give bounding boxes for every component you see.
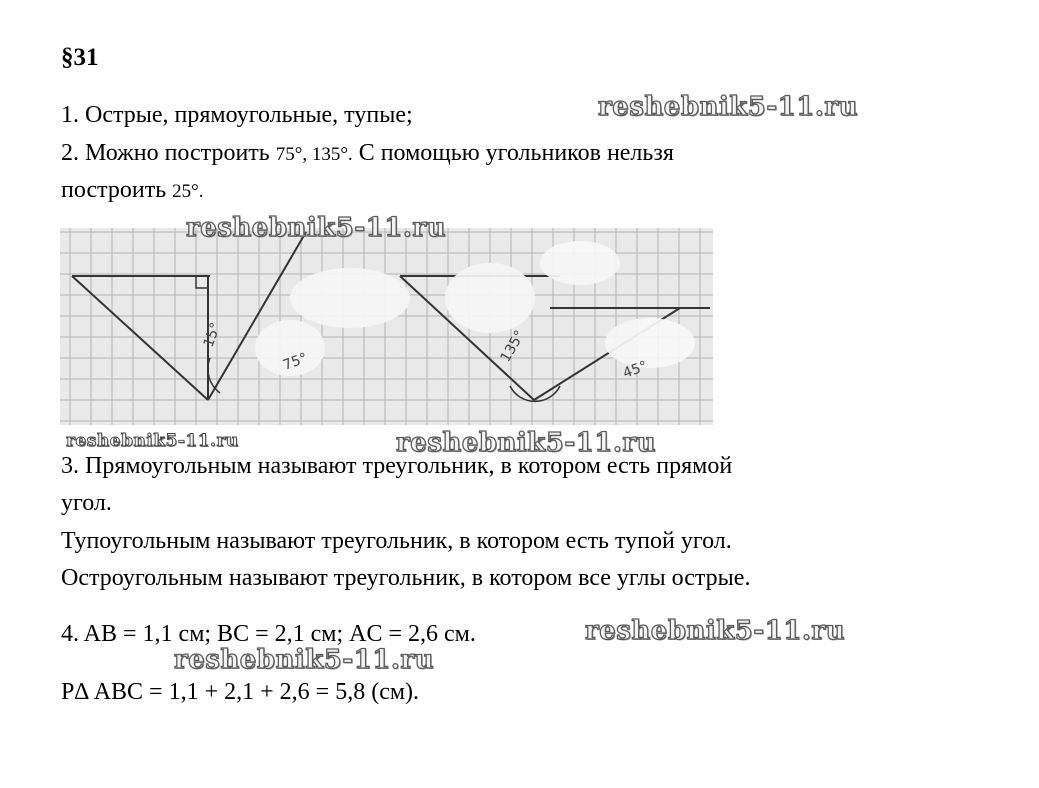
- set-square-drawing: [60, 228, 713, 425]
- answer-3-line-2: угол.: [61, 490, 112, 516]
- watermark: reshebnik5-11.ru: [598, 92, 859, 122]
- watermark: reshebnik5-11.ru: [174, 645, 435, 675]
- answer-1: 1. Острые, прямоугольные, тупые;: [61, 102, 413, 128]
- answer-3-line-4: Остроугольным называют треугольник, в котором все углы острые.: [61, 565, 751, 591]
- answer-2-text-c: построить: [61, 177, 173, 203]
- watermark: reshebnik5-11.ru: [186, 213, 447, 243]
- answer-2-text-a: 2. Можно построить: [61, 140, 276, 166]
- watermark: reshebnik5-11.ru: [396, 428, 657, 458]
- watermark: reshebnik5-11.ru: [66, 431, 239, 451]
- answer-2-line-1: [61, 139, 674, 169]
- watermark: reshebnik5-11.ru: [585, 616, 846, 646]
- label-75: 75°: [280, 350, 310, 374]
- answer-2-text-b: С помощью угольников нельзя: [352, 140, 674, 166]
- label-45: 45°: [620, 358, 650, 382]
- answer-2-angles: 75°, 135°.: [275, 144, 353, 165]
- answer-2-angle-25: 25°.: [172, 181, 204, 202]
- section-heading: §31: [61, 44, 99, 71]
- answer-3-line-1: 3. Прямоугольным называют треугольник, в котором есть прямой: [61, 453, 733, 479]
- answer-2-line-2: [61, 176, 204, 206]
- answer-4-line-1: 4. AB = 1,1 см; BC = 2,1 см; AC = 2,6 см.: [61, 621, 476, 647]
- label-135: 135°: [497, 327, 529, 365]
- answer-3-line-3: Тупоугольным называют треугольник, в котором есть тупой угол.: [61, 528, 732, 554]
- label-15: 15°: [200, 320, 225, 350]
- answer-4-line-2: P∆ ABC = 1,1 + 2,1 + 2,6 = 5,8 (см).: [61, 679, 420, 705]
